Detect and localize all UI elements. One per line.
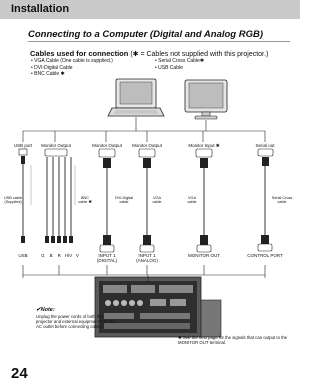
label-monitor-output: Monitor Output [132,143,162,148]
cable-list-item: • BNC Cable ✱ [31,71,65,77]
label-vga-cable: VGA cable [152,196,162,205]
cable-list-item: • VGA Cable (One cable is supplied.) [31,58,113,64]
label-monitor-input: Monitor Input ✱ [188,143,220,148]
label-usb-cable: USB cable (Supplied) [4,196,22,205]
cable-list-item: • Serial Cross Cable✱ [155,58,205,64]
label-monitor-out: MONITOR OUT [188,253,220,258]
page-header-title: Installation [11,3,70,15]
label-input1-digital: INPUT 1 (DIGITAL) [96,253,118,263]
note-text: Unplug the power cords of both the projector and external equipment from the AC outlet before connecting cables. [36,314,116,330]
cable-list-item: • DVI-Digital Cable [31,64,73,71]
see-next-page-note: ✱ See the next page for the signals that can output to the MONITOR OUT terminal. [178,335,288,346]
label-bnc-cable: BNC cable ✱ [78,196,92,205]
cables-legend: (✱ = Cables not supplied with this projector.) [130,51,269,58]
label-monitor-output: Monitor Output [41,143,71,148]
label-vga-cable: VGA cable [187,196,197,205]
note-title: ✔Note: [36,307,55,313]
label-input1-analog: INPUT 1 (ANALOG) [136,253,158,263]
laptop-illustration [108,79,164,116]
label-serial-cable: Serial Cross cable [271,196,293,205]
cable-list-item: • USB Cable [155,64,183,71]
label-dvi-cable: DVI-Digital cable [114,196,134,205]
label-usb-terminal: USB [18,253,28,258]
monitor-illustration [185,80,227,119]
label-control-port: CONTROL PORT [247,253,283,258]
label-usb-port: USB port [13,143,33,148]
label-bnc-pins: G B R H/V V [41,253,79,258]
label-serial-out: Serial out [255,143,275,148]
section-title: Connecting to a Computer (Digital and Analog RGB) [28,29,264,40]
cables-heading-text: Cables used for connection [30,49,129,58]
page-number: 24 [11,365,28,382]
label-monitor-output: Monitor Output [92,143,122,148]
